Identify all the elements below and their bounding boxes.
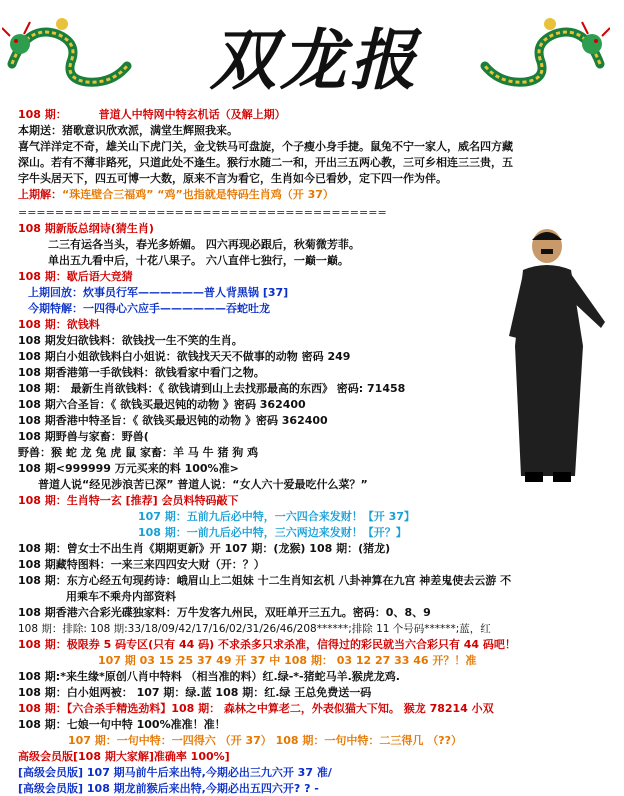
text-line: 108 期发妇欲钱料：欲钱找一生不笑的生肖。 (18, 334, 243, 347)
text-line: 108 期香港中特圣旨：《 欲钱买最迟钝的动物 》密码 362400 (18, 414, 328, 427)
text-line: 108 期：极限券 5 码专区(只有 44 码) 不求杀多只求杀准，信得过的彩民就当六合彩只有 44 码吧！ (18, 638, 516, 651)
section-heading: 108 期新版总纲诗(猜生肖) (18, 222, 154, 235)
text-line: 喜气洋洋定不奇，雄关山下虎门关，金戈铁马可盘旋，个子瘦小身手捷。鼠兔不宁一家人，威名四方藏 (18, 140, 513, 153)
text-line: 108 期：一前九后必中特，三六两边来发财！【开？】 (138, 526, 407, 539)
previous-answer-line (18, 188, 334, 202)
text-line: 108 期： 最新生肖欲钱料：《 欲钱请到山上去找那最高的东西》 密码: 71458 (18, 382, 406, 395)
text-line: 今期特解：一四得心六应手——————吞蛇吐龙 (28, 302, 270, 315)
text-line: [高级会员版] 107 期马前牛后来出特,今期必出三九六开 37 准/ (18, 766, 332, 779)
issue-header-line (18, 108, 286, 122)
poem-line: 二三有运各当头，春光多娇媚。 四六再现必跟后，秋菊微芳菲。 (48, 238, 360, 251)
poem-line: 单出五九看中后，十花八果子。 六八直伴七独行，一巅一巅。 (48, 254, 349, 267)
text-line (18, 702, 494, 716)
text-line: 108 期：排除: 108 期:33/18/09/42/17/16/02/31/26/46/208******;排除 11 个号码******;蓝，红 (18, 623, 491, 635)
text-line: 107 期：一句中特：一四得六 （开 37） 108 期：一句中特：二三得几 （??） (68, 734, 462, 747)
section-heading: 108 期：欲钱料 (18, 318, 100, 331)
text-line: 108 期：七娘一句中特 100%准准！准！ (18, 718, 226, 731)
previous-answer-label: 上期解： (18, 188, 62, 201)
text-line: 野兽：猴 蛇 龙 兔 虎 鼠 家畜：羊 马 牛 猪 狗 鸡 (18, 446, 259, 459)
text-line: 108 期香港六合彩光碟独家料：万牛发客九州民，双旺单开三五九。密码：0、8、9 (18, 606, 431, 619)
text-line: 108 期:*来生缘*原创八肖中特料 （相当准的料）红.绿-*-猪蛇马羊.猴虎龙鸡. (18, 670, 400, 683)
text-line: 本期送：猪歌意识欣欢派，满堂生辉照我来。 (18, 124, 238, 137)
text-line: 108 期藏特图料：一来三来四四安大财（开：？） (18, 558, 265, 571)
separator: ======================================== (18, 206, 387, 219)
text-line: 108 期野兽与家畜：野兽( (18, 430, 149, 443)
text-line: 108 期：曾女士不出生肖《期期更新》开 107 期：(龙猴) 108 期：(猪龙) (18, 542, 391, 555)
text-line: 108 期白小姐欲钱料白小姐说：欲钱找天天不做事的动物 密码 249 (18, 350, 351, 363)
section-heading: 108 期：歇后语大竞猜 (18, 270, 133, 283)
page-title: 双龙报 (210, 21, 420, 99)
text-line: 深山。若有不薄非路死，只道此处不逢生。猴行水随二一和，开出三五两心教，三可乡相连三三贵，五 (18, 156, 513, 169)
text-line: 108 期：东方心经五句现药诗：峨眉山上二姐妹 十二生肖知玄机 八卦神算在九宫 神差鬼使去云游 不 (18, 574, 512, 587)
text-line: 108 期六合圣旨：《 欲钱买最迟钝的动物 》密码 362400 (18, 398, 306, 411)
text-line: 107 期 03 15 25 37 49 开 37 中 108 期： 03 12 27 33 46 开？！准 (98, 654, 477, 667)
text-span: 108 期：【六合杀手精选劲料】108 期： 森林之中算老二，外表似猫大下知。 猴龙 78214 小双 (18, 702, 494, 715)
text-line: 上期回放：炊事员行军——————普人背黑锅 [37] (28, 286, 289, 299)
text-line: [高级会员版] 108 期龙前猴后来出特,今期必出五四六开? ? - (18, 782, 319, 795)
text-line: 字牛头居天下，四五可博一大数，原来不言为看它，生肖如今已看妙，定下四一作为伴。 (18, 172, 447, 185)
dragon-left-icon (2, 4, 142, 96)
headline: 普道人中特网中特玄机话（及解上期） (98, 108, 286, 121)
dragon-right-icon (470, 4, 610, 96)
section-heading: 高级会员版[108 期大家解]准确率 100%] (18, 750, 230, 763)
section-heading: 108 期：生肖特一玄 [推荐] 会员料特码敲下 (18, 494, 239, 507)
man-figure-image (505, 226, 615, 488)
text-line: 108 期：白小姐两被： 107 期：绿.蓝 108 期：红.绿 王总免费送一码 (18, 686, 372, 699)
text-line: 108 期香港第一手欲钱料：欲钱看家中看门之物。 (18, 366, 265, 379)
previous-answer-text: “珠连壁合三福鸡” “鸡”也指就是特码生肖鸡（开 37） (62, 188, 334, 201)
issue-label: 108 期： (18, 108, 67, 121)
text-line: 108 期<999999 万元买来的料 100%准> (18, 462, 239, 475)
banner (0, 0, 624, 100)
text-line: 用乘车不乘舟内部资料 (66, 590, 176, 603)
text-line: 107 期：五前九后必中特，一六四合来发财！【开 37】 (138, 510, 415, 523)
text-line: 普道人说“经见涉浪苦已深” 普道人说：“女人六十爱最吃什么菜？” (38, 478, 368, 491)
